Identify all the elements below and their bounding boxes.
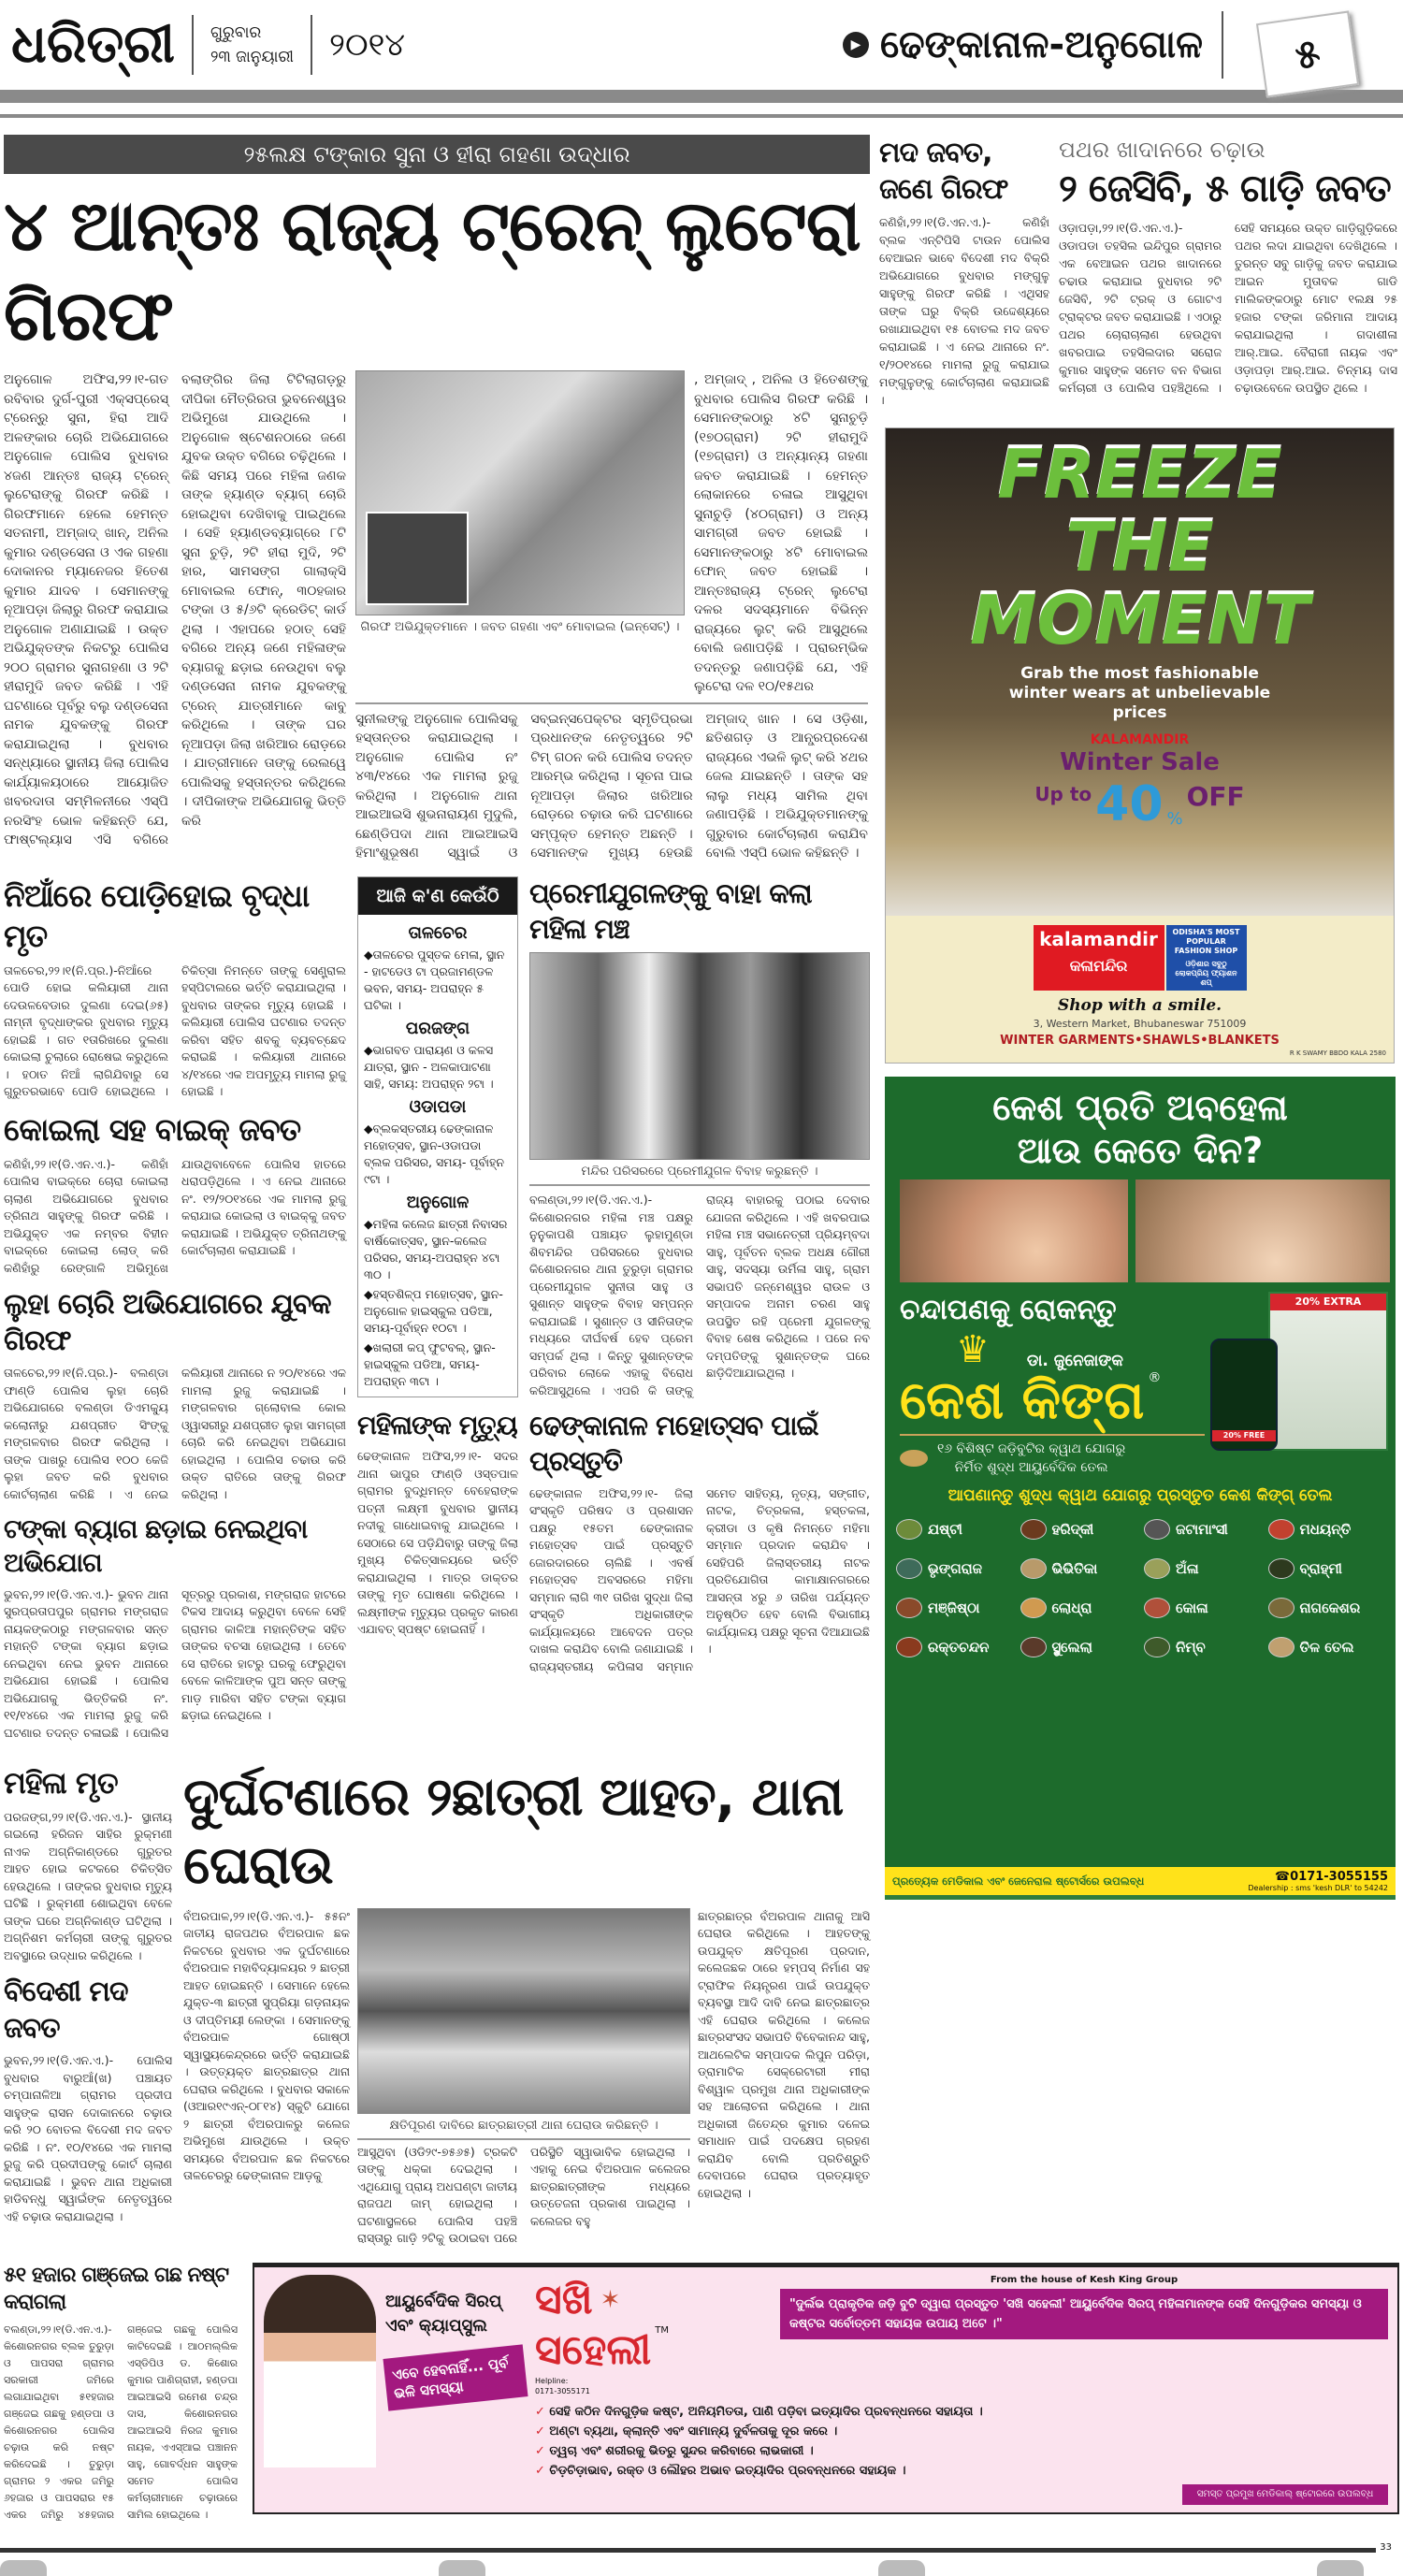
liquor-headline-1: ମଦ ଜବତ,	[879, 137, 992, 169]
accident-photo-caption: କ୍ଷତିପୂରଣ ଦାବିରେ ଛାତ୍ରଛାତ୍ରୀ ଥାନା ଘେରାଉ କରିଛନ୍ତି ।	[357, 2114, 690, 2140]
lead-photo-caption: ଗିରଫ ଅଭିଯୁକ୍ତମାନେ । ଜବତ ଗହଣା ଏବଂ ମୋବାଇଲ (ଇନ୍‌ସେଟ୍) ।	[360, 620, 680, 635]
kalamandir-logo: kalamandir କଳାମନ୍ଦିର	[1034, 925, 1164, 991]
left-area	[4, 135, 870, 2248]
fire-body: ତାଳଚେର,୨୨।୧(ନି.ପ୍ର.)-ନିଆଁରେ ପୋଡି ହୋଇ କଲିୟାରୀ ଥାନା ଦେଉଳବେଡାର ଦୁଲଣା ଦେଇ(୬୫) ନାମ୍ନୀ ବୃଦ୍ଧାଙ୍କର ବୁଧବାର ମୃତ୍ୟୁ ହୋଇଛି । ଗତ ୧ତାରିଖରେ ଦୁଲଣା କୋଇଲା ଚୁଲାରେ ରୋଷେଇ କରୁଥିଲେ । ହଠାତ ନିଆଁ ଲାଗିଯିବାରୁ ସେ ଗୁରୁତରଭାବେ ପୋଡି ହୋଇଥିଲେ । ଚିକିତ୍ସା ନିମନ୍ତେ ତାଙ୍କୁ ସେଣ୍ଟ୍ରାଲ ହସ୍ପିଟାଲରେ ଭର୍ତ୍ତି କରାଯାଇଥିଲା । ବୁଧବାର ତାଙ୍କର ମୃତ୍ୟୁ ହୋଇଛି । କଲିୟାରୀ ପୋଲିସ ଘଟଣାର ତଦନ୍ତ କରିବା ସହିତ ଶବକୁ ବ୍ୟବଚ୍ଛେଦ କରାଇଛି । କଲିୟାରୀ ଥାନାରେ ୪/୧୪ରେ ଏକ ଅପମୃତ୍ୟୁ ମାମଲା ରୁଜୁ ହୋଇଛି ।	[4, 962, 346, 1099]
wedding-headline: ପ୍ରେମୀଯୁଗଳଙ୍କୁ ବାହା କଲା ମହିଳା ମଞ୍ଚ	[529, 876, 812, 945]
ad-slogan: Shop with a smile.	[1057, 996, 1222, 1015]
kk-product	[1210, 1292, 1388, 1469]
herb-item: ମଧୟନ୍ତି	[1268, 1512, 1393, 1546]
diamond-bullet-icon: ◆	[364, 1121, 373, 1136]
check-icon: ✓	[535, 2404, 550, 2419]
diamond-bullet-icon: ◆	[364, 947, 373, 962]
herb-item: ବ୍ରାହ୍ମୀ	[1268, 1552, 1393, 1585]
sakhi-saheli-ad[interactable]	[253, 2263, 1399, 2514]
liquor-headline-2: ଜଣେ ଗିରଫ	[879, 173, 1008, 206]
kk-desc	[900, 1440, 1205, 1477]
play-icon: ▶	[843, 32, 869, 58]
footer-tab-3	[878, 2560, 925, 2576]
ad-discount: Up to 40 % OFF	[1034, 776, 1245, 832]
iron-body: ତାଳଚେର,୨୨।୧(ନି.ପ୍ର.)- ବଲଣ୍ଡା ଫାଣ୍ଡି ପୋଲିସ ଲୁହା ଚୋରି ଅଭିଯୋଗରେ ବଲଣ୍ଡା ଡିଏମକ୍ୟୁ କଲୋନୀରୁ ଯଶପ୍ରୀତ ସିଂଙ୍କୁ ମଙ୍ଗଳବାର ଗିରଫ କରିଥିଲା । ତାଙ୍କ ପାଖରୁ ପୋଲିସ ୧୦୦ କେଜି ଲୁହା ଜବତ କରି ବୁଧବାର କୋର୍ଟଚାଲାଣ କରିଛି । ଏ ନେଇ କଲିୟାରୀ ଥାନାରେ ନ ୨୦/୧୪ରେ ଏକ ମାମଲା ରୁଜୁ କରାଯାଇଛି । ମଙ୍ଗଳବାର ଗ୍ଲୋବାଲ କୋଲ ଓ୍ୱାସରୀରୁ ଯଶପ୍ରୀତ ଲୁହା ସାମଗ୍ରୀ ଚୋରି କରି ନେଇଥିବା ଅଭିଯୋଗ ହୋଇଥିଲା । ପୋଲିସ ଚଢାଉ କରି ଉକ୍ତ ରାତିରେ ତାଙ୍କୁ ଗିରଫ କରିଥିଲା ।	[4, 1366, 346, 1501]
footer-rule	[0, 2548, 1376, 2553]
footer-tabs	[0, 2553, 1392, 2576]
woman-dead-headline: ମହିଳା ମୃତ	[4, 1765, 118, 1802]
year: ୨୦୧୪	[329, 26, 406, 64]
foreign-liquor-headline: ବିଦେଶୀ ମଦ ଜବତ	[4, 1975, 128, 2046]
lead-body-left: ଅନୁଗୋଳ ଅଫିସ,୨୨।୧-ଗତ ରବିବାର ଦୁର୍ଗ-ପୁରୀ ଏକ୍ସପ୍ରେସ୍ ଟ୍ରେନ୍‌ରୁ ସୁନା, ହିରା ଆଦି ଅଳଙ୍କାର ଚୋରି ଅଭିଯୋଗରେ ଅନୁଗୋଳ ପୋଲିସ ବୁଧବାର ୪ଜଣ ଆନ୍ତଃ ରାଜ୍ୟ ଟ୍ରେନ୍ ଲୁଟେରାଙ୍କୁ ଗିରଫ କରିଛି । ଗିରଫମାନେ ହେଲେ ହେମନ୍ତ ସତନାମୀ, ଅମ୍‌ଜାଦ୍ ଖାନ୍, ଅନିଲ କୁମାର ଦଣ୍ଡସେନା ଓ ଏକ ଗହଣା ଦୋକାନର ମ୍ୟାନେଜର ହିତେଶ କୁମାର ଯାଦବ । ସେମାନଙ୍କୁ ନୂଆପଡ଼ା ଜିଲାରୁ ଗିରଫ କରାଯାଇ ଅନୁଗୋଳ ଅଣାଯାଇଛି । ଉକ୍ତ ଅଭିଯୁକ୍ତଙ୍କ ନିକଟରୁ ପୋଲିସ ୨୦୦ ଗ୍ରାମର ସୁନାଗହଣା ଓ ୨ଟି ହୀରାମୁଦି ଜବତ କରିଛି । ଏହି ଘଟଣାରେ ପୂର୍ବରୁ ବଲୁ ଦଣ୍ଡସେନା ନାମକ ଯୁବକଙ୍କୁ ଗିରଫ କରାଯାଇଥିଲା । ବୁଧବାର ସନ୍ଧ୍ୟାରେ ସ୍ଥାନୀୟ ଜିଲା ପୋଲିସ କାର୍ଯ୍ୟାଳୟଠାରେ ଆୟୋଜିତ ଖବରଦାତା ସମ୍ମିଳନୀରେ ଏସ୍‌ପି ନରସିଂହ ଭୋଳ କହିଛନ୍ତି ଯେ, ଫାଷ୍ଟଲ୍ୟାସ ଏସି ବଗିରେ ବଲାଙ୍ଗିର ଜିଲା ଟିଟିଲାଗଡ଼ରୁ ଦୀପିକା ମୈତ୍ରିରତା ଭୁବନେଶ୍ୱର ଅଭିମୁଖେ ଯାଉଥିଲେ । ଅନୁଗୋଳ ଷ୍ଟେଶନଠାରେ ଜଣେ ଯୁବକ ଉକ୍ତ ବଗିରେ ଚଢ଼ିଥିଲେ । କିଛି ସମୟ ପରେ ମହିଳା ଜଣକ ତାଙ୍କ ହ୍ୟାଣ୍ଡ ବ୍ୟାଗ୍ ଚୋରି ହୋଇଥିବା ଦେଖିବାକୁ ପାଇଥିଲେ । ସେହି ହ୍ୟାଣ୍ଡବ୍ୟାଗ୍‌ରେ ୮ଟି ସୁନା ଚୁଡ଼ି, ୨ଟି ହୀରା ମୁଦି, ୨ଟି ହାର, ସାମସଙ୍ଗ ଗାଲାକ୍ସି ମୋବାଇଲ ଫୋନ୍, ୩୦ହଜାର ଟଙ୍କା ଓ ୫/୬ଟି କ୍ରେଡିଟ୍ କାର୍ଡ ଥିଲା । ଏହାପରେ ହଠାତ୍ ସେହି ବଗିରେ ଅନ୍ୟ ଜଣେ ମହିଳାଙ୍କ ବ୍ୟାଗକୁ ଛଡ଼ାଇ ନେଉଥିବା ବଲୁ ଦଣ୍ଡସେନା ନାମକ ଯୁବକଙ୍କୁ ଟ୍ରେନ୍ ଯାତ୍ରୀମାନେ କାବୁ କରିଥିଲେ । ତାଙ୍କ ଘର ନୂଆପଡ଼ା ଜିଲା ଖରିଆର ରୋଡ଼ରେ । ଯାତ୍ରୀମାନେ ତାଙ୍କୁ ରେଲୱେ ପୋଲିସକୁ ହସ୍ତାନ୍ତର କରିଥିଲେ । ଦୀପିକାଙ୍କ ଅଭିଯୋଗକୁ ଭିତ୍ତି କରି	[4, 372, 346, 848]
accident-headline: ଦୁର୍ଘଟଣାରେ ୨ଛାତ୍ରୀ ଆହତ, ଥାନା ଘେରାଉ	[183, 1767, 844, 1897]
helpline-label: Helpline:	[535, 2376, 569, 2385]
kk-photo-1	[900, 1179, 1128, 1282]
herb-item: ମଞ୍ଜିଷ୍ଠା	[896, 1591, 1020, 1625]
accident-photo-block	[357, 1908, 690, 2248]
lead-body-right: , ଅମ୍‌ଜାଦ୍ , ଅନିଲ ଓ ହିତେଶଙ୍କୁ ବୁଧବାର ପୋଲିସ ଗିରଫ କରିଛି । ସେମାନଙ୍କଠାରୁ ୪ଟି ସୁନାଚୁଡ଼ି (୧୭୦ଗ୍ରାମ) ୨ଟି ହୀରାମୁଦି (୧୭ଗ୍ରାମ) ଓ ଅନ୍ୟାନ୍ୟ ଗହଣା ଜବତ କରାଯାଇଛି । ହେମନ୍ତ ଲୋକାନରେ ଚଳାଇ ଆସୁଥିବା ସୁନାଚୁଡ଼ି (୪୦ଗ୍ରାମ) ଓ ଅନ୍ୟ ସାମଗ୍ରୀ ଜବତ ହୋଇଛି । ସେମାନଙ୍କଠାରୁ ୪ଟି ମୋବାଇଲ ଫୋନ୍ ଜବତ ହୋଇଛି । ଆନ୍ତଃରାଜ୍ୟ ଟ୍ରେନ୍ ଲୁଟେରା ଦଳର ସଦସ୍ୟମାନେ ବିଭିନ୍ନ ରାଜ୍ୟରେ ଲୁଟ୍ କରି ଆସୁଥିଲେ ବୋଲି ଜଣାପଡ଼ିଛି । ପ୍ରାରମ୍ଭିକ ତଦନ୍ତରୁ ଜଣାପଡ଼ିଛି ଯେ, ଏହି ଲୁଟେରା ଦଳ ୧୦/୧୫ଥର	[694, 372, 868, 695]
kk-middle	[885, 1282, 1396, 1477]
kk-headline-1: କେଶ ପ୍ରତି ଅବହେଳା	[992, 1087, 1288, 1128]
foreign-liquor-body: ଭୁବନ,୨୨।୧(ଡି.ଏନ.ଏ.)- ପୋଲିସ ବୁଧବାର ବାରୁଆଁ(ଖ) ପଞ୍ଚାୟତ ଚମ୍ପାନାଳିଆ ଗ୍ରାମର ପ୍ରଦୀପ ସାହୁଙ୍କ ରାସନ ଦୋକାନରେ ଚଢ଼ାଉ କରି ୨୦ ବୋତଲ ବିଦେଶୀ ମଦ ଜବତ କରିଛି । ନଂ. ୧୦/୧୪ରେ ଏକ ମାମଲା ରୁଜୁ କରି ପ୍ରଦୀପଙ୍କୁ କୋର୍ଟ ଚାଲାଣ କରାଯାଇଛି । ଭୁବନ ଥାନା ଅଧିକାରୀ ହାଡିବନ୍ଧୁ ସ୍ୱାଇଁଙ୍କ ନେତୃତ୍ୱରେ ଏହି ଚଢ଼ାଉ କରାଯାଇଥିଲା ।	[4, 2053, 172, 2223]
kesh-king-group: From the house of Kesh King Group	[990, 2274, 1179, 2285]
quarry-kicker: ପଥର ଖାଦାନରେ ଚଢ଼ାଉ	[1059, 137, 1266, 163]
accident-body-mid: ଆସୁଥିବା (ଓଡି୨୯-୭୫୬୫) ଟ୍ରକଟି ତାଙ୍କୁ ଧକ୍କା ଦେଇଥିଲା । ଏଥିଯୋଗୁ ପ୍ରାୟ ଅଧଘଣ୍ଟା ଜାତୀୟ ରାଜପଥ ଜାମ୍ ହୋଇଥିଲା । ଘଟଣାସ୍ଥଳରେ ପୋଲିସ ପହଞ୍ଚି ରାସ୍ତାରୁ ଗାଡ଼ି ୨ଟିକୁ ଉଠାଇବା ପରେ ପରିସ୍ଥିତି ସ୍ୱାଭାବିକ ହୋଇଥିଲା । ଏହାକୁ ନେଇ ବଁଅରପାଳ କଲେଜର ଛାତ୍ରଛାତ୍ରୀଙ୍କ ମଧ୍ୟରେ ଉତ୍ତେଜନା ପ୍ରକାଶ ପାଇଥିଲା । କଲେଜର ବହୁ	[357, 2144, 690, 2246]
kk-brand-row	[900, 1370, 1205, 1432]
herb-item: ଅଁଳା	[1144, 1552, 1268, 1585]
kk-desc-1: ୧୬ ବିଶିଷ୍ଟ ଜଡ଼ିବୁଟିର କ୍ୱାଥ ଯୋଗରୁ	[937, 1441, 1126, 1456]
check-icon: ✓	[535, 2424, 550, 2439]
sakhi-stores: ସମସ୍ତ ପ୍ରମୁଖ ମେଡିକାଲ୍ ଷ୍ଟୋରରେ ଉପଲବ୍ଧ	[1182, 2484, 1388, 2505]
page-number: ୫	[1292, 29, 1323, 79]
herb-image-icon	[1144, 1598, 1170, 1618]
liquor-story	[879, 135, 1049, 409]
masthead-divider	[192, 15, 194, 75]
herb-grid	[896, 1512, 1392, 1664]
herb-image-icon	[896, 1519, 922, 1540]
herb-item: ଜଟାମାଂସୀ	[1144, 1512, 1268, 1546]
sakhi-product-col	[385, 2275, 526, 2505]
liquor-body: କଣିହାଁ,୨୨।୧(ଡି.ଏନ.ଏ.)- କଣିହାଁ ବ୍ଲକ ଏନ୍‌ଟିପିସି ଟାଉନ ପୋଲିସ ବେଆଇନ ଭାବେ ବିଦେଶୀ ମଦ ବିକ୍ରି ଅଭିଯୋଗରେ ବୁଧବାର ମଙ୍ଗୁଳୁ ସାହୁଙ୍କୁ ଗିରଫ କରିଛି । ଏଥିସହ ତାଙ୍କ ଘରୁ ବିକ୍ରି ଉଦ୍ଦେଶ୍ୟରେ ରଖାଯାଇଥିବା ୧୫ ବୋତଲ ମଦ ଜବତ କରାଯାଇଛି । ଏ ନେଇ ଥାନାରେ ନଂ. ୧/୨୦୧୪ରେ ମାମଲା ରୁଜୁ କରାଯାଇ ମଙ୍ଗୁଳୁଙ୍କୁ କୋର୍ଟଚାଲାଣ କରାଯାଇଛି ।	[879, 215, 1049, 407]
herb-image-icon	[896, 1558, 922, 1579]
lead-body-bottom: ସୁନୀଲଙ୍କୁ ଅନୁଗୋଳ ପୋଲିସକୁ ହସ୍ତାନ୍ତର କରାଯାଇଥିଲା । ଅନୁଗୋଳ ପୋଲିସ ନଂ ୪୩/୧୪ରେ ଏକ ମାମଲା ରୁଜୁ କରିଥିଲା । ଅନୁଗୋଳ ଥାନା ଆଇଆଇସି ଶୁଭନାରାୟଣ ମୁଦୁଲି, ଛେଣ୍ଡିପଦା ଥାନା ଆଇଆଇସି ହିମାଂଶୁଭୂଷଣ ସ୍ୱାଇଁ ଓ ସବ୍‌ଇନ୍ସପେକ୍ଟର ସ୍ମୃତିପ୍ରଭା ପ୍ରଧାନଙ୍କ ନେତୃତ୍ୱରେ ୨ଟି ଟିମ୍ ଗଠନ କରି ପୋଲିସ ତଦନ୍ତ ଆରମ୍ଭ କରିଥିଲା । ସୂଚନା ପାଇ ନୂଆପଡ଼ା ଜିଲାର ଖରିଆର ରୋଡ଼ରେ ଚଢ଼ାଉ କରି ଘଟଣାରେ ସମ୍ପୃକ୍ତ ହେମନ୍ତ ଅଛନ୍ତି । ସେମାନଙ୍କ ମୁଖ୍ୟ ହେଉଛି ଅମ୍‌ଜାଦ୍ ଖାନ । ସେ ଓଡ଼ିଶା, ଛତିଶଗଡ଼ ଓ ଆନ୍ଧ୍ରପ୍ରଦେଶ ରାଜ୍ୟରେ ଏଭଳି ଲୁଟ୍ କରି ୪ଥର ଜେଲ ଯାଇଛନ୍ତି । ତାଙ୍କ ସହ ଲାଲୁ ମଧ୍ୟ ସାମିଲ ଥିବା ଜଣାପଡ଼ିଛି । ଅଭିଯୁକ୍ତମାନଙ୍କୁ ଗୁରୁବାର କୋର୍ଟଚାଲାଣ କରାଯିବ ବୋଲି ଏସ୍‌ପି ଭୋଳ କହିଛନ୍ତି ।	[355, 702, 868, 863]
ad-brand: KALAMANDIR	[1090, 732, 1190, 747]
crown-icon: ♛	[956, 1328, 990, 1371]
benefit-item: ✓ ଚିଡ଼ଚିଡ଼ାଭାବ, ରକ୍ତ ଓ ଲୌହର ଅଭାବ ଇତ୍ୟାଦିର ପ୍ରବନ୍ଧନରେ ସହାୟକ ।	[535, 2463, 906, 2478]
event-item: ◆ବ୍ଲକସ୍ତରୀୟ ଢେଙ୍କାନାଳ ମହୋତ୍ସବ, ସ୍ଥାନ-ଓଡାପଡା ବ୍ଲକ ପରିସର, ସମୟ- ପୂର୍ବାହ୍ନ ୯ଟା ।	[364, 1121, 504, 1186]
benefits-list	[535, 2402, 1388, 2481]
sakhi-quote: "ଦୁର୍ଲଭ ପ୍ରାକୃତିକ ଜଡ଼ି ବୁଟି ଦ୍ୱାରା ପ୍ରସ୍ତୁତ 'ସଖି ସହେଲୀ' ଆୟୁର୍ବେଦିକ ସିରପ୍ ମହିଳାମାନଙ୍କ ସେହି ଦିନଗୁଡ଼ିକର ସମସ୍ୟା ଓ କଷ୍ଟର ସର୍ବୋତ୍ତମ ସହାୟକ ଉପାୟ ଅଟେ ।"	[780, 2289, 1388, 2339]
events-box	[357, 876, 518, 1397]
lead-photo-block	[355, 370, 685, 697]
lead-headline: ୪ ଆନ୍ତଃ ରାଜ୍ୟ ଟ୍ରେନ୍ ଲୁଟେରା ଗିରଫ	[4, 186, 861, 357]
festival-headline: ଢେଙ୍କାନାଳ ମହୋତ୍ସବ ପାଇଁ ପ୍ରସ୍ତୁତି	[529, 1410, 818, 1477]
ganja-story	[4, 2263, 238, 2524]
kk-rule	[900, 1434, 1205, 1436]
date: ୨୩ ଜାନୁୟାରୀ	[210, 48, 295, 66]
ad-footer-panel	[886, 916, 1394, 1063]
sakhi-product: ଆୟୁର୍ବେଦିକ ସିରପ୍ ଏବଂ କ୍ୟାପ୍‌ସୁଲ	[385, 2291, 502, 2336]
lead-photo	[355, 370, 685, 615]
events-list	[358, 915, 517, 1397]
popular-badge: ODISHA'S MOST POPULAR FASHION SHOP ଓଡ଼ିଶାର ସବୁଠୁ ଲୋକପ୍ରିୟ ଫ୍ୟାଶନ ଶପ୍	[1166, 925, 1247, 991]
footer-tab-2	[439, 2560, 485, 2576]
sakhi-brand-1: ସଖି	[535, 2275, 593, 2323]
festival-body: ଢେଙ୍କାନାଳ ଅଫିସ,୨୨।୧- ଜିଲା ସଂସ୍କୃତି ପରିଷଦ ଓ ପ୍ରଶାସନ ପକ୍ଷରୁ ୧୫ତମ ଢେଙ୍କାନାଳ ମହୋତ୍ସବ ପାଇଁ ପ୍ରସ୍ତୁତି ଜୋରଦାରରେ ଚାଲିଛି । ଏବର୍ଷ ମହୋତ୍ସବ ଅବସରରେ ମହିମା ସମ୍ମାନ ଲାଗି ୩୧ ତାରିଖ ସୁଦ୍ଧା ଜିଲା ସଂସ୍କୃତି ଅଧିକାରୀଙ୍କ କାର୍ଯ୍ୟାଳୟରେ ଆବେଦନ ପତ୍ର ଦାଖଲ କରାଯିବ ବୋଲି ଜଣାଯାଇଛି । ରାଜ୍ୟସ୍ତରୀୟ କପିଳାସ ସମ୍ମାନ ସମେତ ସାହିତ୍ୟ, ନୃତ୍ୟ, ସଙ୍ଗୀତ, ନାଟକ, ଚିତ୍ରକଳା, ହସ୍ତକଳା, କ୍ରୀଡା ଓ କୃଷି ନିମନ୍ତେ ମହିମା ସମ୍ମାନ ପ୍ରଦାନ କରାଯିବ । ସେହିପରି ଜିଲାସ୍ତରୀୟ ନାଟକ ପ୍ରତିଯୋଗିତା କାମାକ୍ଷାନଗରରେ ଆସନ୍ତା ୪ରୁ ୬ ତାରିଖ ପର୍ଯ୍ୟନ୍ତ ଅନୁଷ୍ଠିତ ହେବ ବୋଲି ବିଭାଗୀୟ କାର୍ଯ୍ୟାଳୟ ପକ୍ଷରୁ ସୂଚନା ଦିଆଯାଇଛି ।	[529, 1485, 870, 1673]
ad-headline-block	[970, 428, 1309, 657]
accident-story	[183, 1764, 870, 2248]
sakhi-quote-block	[780, 2275, 1388, 2396]
event-item: ◆ଖଲାରୀ କପ୍ ଫୁଟବଲ୍, ସ୍ଥାନ-ହାଇସ୍କୁଲ ପଡିଆ, ସମୟ-ଅପରାହ୍ନ ୩ଟା ।	[364, 1339, 496, 1388]
masthead-divider	[311, 15, 312, 75]
masthead-bar	[0, 90, 1403, 103]
events-place: ତାଳଚେର	[408, 922, 468, 943]
kk-pack: 20% EXTRA	[1268, 1292, 1388, 1451]
woman-death-headline: ମହିଳାଙ୍କ ମୃତ୍ୟୁ	[357, 1409, 517, 1440]
page-number-tab	[1256, 10, 1359, 97]
coal-body: କଣିହାଁ,୨୨।୧(ଡି.ଏନ.ଏ.)- କଣିହାଁ ପୋଲିସ ବାଇକ୍‌ରେ ଚୋରା କୋଇଲା ଚାଲାଣ ଅଭିଯୋଗରେ ବୁଧବାର ତ୍ରିନାଥ ସାହୁଙ୍କୁ ଗିରଫ କରିଛି । ଅଭିଯୁକ୍ତ ଏକ ନମ୍ବର ବିହୀନ ବାଇକ୍‌ରେ କୋଇଲା ଲୋଡ୍ କରି କଣିହାଁରୁ ରେଙ୍ଗାଳି ଅଭିମୁଖେ ଯାଉଥିବାବେଳେ ପୋଲିସ ହାତରେ ଧରାପଡ଼ିଥିଲେ । ଏ ନେଇ ଥାନାରେ ନଂ. ୧୨/୨୦୧୪ରେ ଏକ ମାମଲା ରୁଜୁ କରାଯାଇ କୋଇଲା ଓ ବାଇକ୍‌କୁ ଜବତ କରାଯାଇଛି । ଅଭିଯୁକ୍ତ ତ୍ରିନାଥଙ୍କୁ କୋର୍ଟଚାଲାଣ କରାଯାଇଛି ।	[4, 1156, 346, 1275]
benefit-item: ✓ ଅଣ୍ଟା ବ୍ୟଥା, କ୍ଲାନ୍ତି ଏବଂ ସାମାନ୍ୟ ଦୁର୍ବଳତାକୁ ଦୂର କରେ ।	[535, 2424, 838, 2439]
right-area	[879, 135, 1399, 1900]
coal-story	[4, 1110, 346, 1277]
sakhi-main	[535, 2275, 1388, 2505]
quarry-headline: ୨ ଜେସିବି, ୫ ଗାଡ଼ି ଜବତ	[1059, 167, 1391, 210]
kk-tagline: ଆପଣାନ୍ତୁ ଶୁଦ୍ଧ କ୍ୱାଥ ଯୋଗରୁ ପ୍ରସ୍ତୁତ କେଶ କିଙ୍ଗ୍ ତେଲ	[947, 1486, 1333, 1505]
accident-photo	[357, 1908, 690, 2114]
ad-address: 3, Western Market, Bhubaneswar 751009	[1033, 1018, 1247, 1030]
check-icon: ✓	[535, 2463, 550, 2478]
lead-kicker: ୨୫ଲକ୍ଷ ଟଙ୍କାର ସୁନା ଓ ହୀରା ଗହଣା ଉଦ୍ଧାର	[4, 135, 870, 174]
ad-headline-the: THE	[1065, 508, 1214, 586]
ad-tagline: Grab the most fashionable winter wears at unbelievable prices	[1008, 664, 1271, 722]
events-place: ଓଡାପଡା	[409, 1096, 467, 1117]
herb-item: ଭିଭିତିକା	[1020, 1552, 1145, 1585]
footer-tab-1	[0, 2560, 47, 2576]
herb-image-icon	[1144, 1558, 1170, 1579]
masthead-divider	[1222, 11, 1223, 79]
herb-item: ଲୋଧ୍ରା	[1020, 1591, 1145, 1625]
sakhi-tm: TM	[655, 2324, 670, 2336]
coal-headline: କୋଇଲା ସହ ବାଇକ୍ ଜବତ	[4, 1110, 301, 1148]
herb-image-icon	[1268, 1598, 1295, 1618]
ad-headline-freeze: FREEZE	[997, 435, 1282, 514]
herb-image-icon	[1020, 1598, 1047, 1618]
herb-item: କୋଳା	[1144, 1591, 1268, 1625]
woman-dead-body: ପରଜଙ୍ଗ,୨୨।୧(ଡି.ଏନ.ଏ.)- ସ୍ଥାନୀୟ ଗଇଲୋ ହରିଜନ ସାହିର ରୁକ୍ମଣୀ ନାଏକ ଅଗ୍ନିକାଣ୍ଡରେ ଗୁରୁତର ଆହତ ହୋଇ କଟକରେ ଚିକିତ୍ସିତ ହେଉଥିଲେ । ତାଙ୍କର ବୁଧବାର ମୃତ୍ୟୁ ଘଟିଛି । ରୁକ୍ମଣୀ ଶୋଇଥିବା ବେଳେ ତାଙ୍କ ଘରେ ଅଗ୍ନିକାଣ୍ଡ ଘଟିଥିଲା । ଅଗ୍ନିଶମ କର୍ମଚାରୀ ତାଙ୍କୁ ଗୁରୁତର ଅବସ୍ଥାରେ ଉଦ୍ଧାର କରିଥିଲେ ।	[4, 1809, 172, 1962]
herb-item: ନାଗକେଶର	[1268, 1591, 1393, 1625]
woman-death-body: ଢେଙ୍କାନାଳ ଅଫିସ,୨୨।୧- ସଦର ଥାନା ଭାପୁର ଫାଣ୍ଡି ଓସ୍ତପାଳ ଗ୍ରାମର ବୁଦ୍ଧିମନ୍ତ ବେହେରାଙ୍କ ପତ୍ନୀ ଲକ୍ଷ୍ମୀ ବୁଧବାର ସ୍ଥାନୀୟ ନଦୀକୁ ଗାଧୋଇବାକୁ ଯାଇଥିଲେ । ସେଠାରେ ସେ ପଡ଼ିଯିବାରୁ ତାଙ୍କୁ ଜିଲା ମୁଖ୍ୟ ଚିକିତ୍ସାଳୟରେ ଭର୍ତ୍ତି କରାଯାଇଥିଲା । ମାତ୍ର ଡାକ୍ତର ତାଙ୍କୁ ମୃତ ଘୋଷଣା କରିଥିଲେ । ଲକ୍ଷ୍ମୀଙ୍କ ମୃତ୍ୟୁର ପ୍ରକୃତ କାରଣ ଏଯାବତ୍ ସ୍ପଷ୍ଟ ହୋଇନାହିଁ ।	[357, 1449, 518, 1637]
foreign-liquor-story	[4, 1974, 172, 2225]
kk-crown-row	[900, 1329, 1205, 1370]
event-item: ◆ତାଳଚେର ପୁସ୍ତକ ମେଳା, ସ୍ଥାନ - ହାଟଡେଓ ଟା ପ୍ରଜାମଣ୍ଡଳ ଭବନ, ସମୟ- ଅପରାହ୍ନ ୫ ଘଟିକା ।	[364, 947, 505, 1012]
diamond-bullet-icon: ◆	[364, 1042, 373, 1057]
accident-side-briefs	[4, 1764, 172, 2235]
herb-image-icon	[1268, 1519, 1295, 1540]
herb-item: ହରିଦ୍‌କୀ	[1020, 1512, 1145, 1546]
wedding-photo	[529, 952, 870, 1160]
festival-story	[529, 1409, 870, 1675]
kalamandir-ad[interactable]	[885, 427, 1395, 1064]
helpline-number: 0171-3055171	[535, 2386, 590, 2395]
edition-group	[843, 23, 1203, 66]
benefit-item: ✓ ସେହି କଠିନ ଦିନଗୁଡ଼ିକ କଷ୍ଟ, ଅନିୟମିତତା, ପାଣି ପଡ଼ିବା ଇତ୍ୟାଦିର ପ୍ରବନ୍ଧନରେ ସହାୟତା ।	[535, 2404, 983, 2419]
kk-by: ଡା. ଜୁନେଜାଙ୍କ	[1026, 1352, 1123, 1370]
herb-image-icon	[1268, 1637, 1295, 1657]
doctor-image	[264, 2275, 376, 2467]
lead-grid	[4, 370, 870, 863]
bag-body: ଭୁବନ,୨୨।୧(ଡି.ଏନ.ଏ.)- ଭୁବନ ଥାନା ସୁରପ୍ରତାପପୁର ଗ୍ରାମର ମଙ୍ଗରାଜ ନାୟକଙ୍କଠାରୁ ମଙ୍ଗଳବାର ସନ୍ତ ମହାନ୍ତି ଟଙ୍କା ବ୍ୟାଗ ଛଡ଼ାଇ ନେଇଥିବା ନେଇ ଭୁବନ ଥାନାରେ ଅଭିଯୋଗ ହୋଇଛି । ପୋଲିସ ଅଭିଯୋଗକୁ ଭିତ୍ତିକରି ନଂ. ୧୧/୧୪ରେ ଏକ ମାମଲା ରୁଜୁ କରି ଘଟଣାର ତଦନ୍ତ ଚଳାଇଛି । ପୋଲିସ ସୂତ୍ରରୁ ପ୍ରକାଶ, ମଙ୍ଗରାଜ ହାଟରେ ଟିକସ ଆଦାୟ କରୁଥିବା ବେଳେ ସେହି ଗ୍ରାମର କାଳିଆ ମହାନ୍ତିଙ୍କ ସହିତ ତାଙ୍କର ବଚସା ହୋଇଥିଲା । ତେବେ ସେ ରାତିରେ ହାଟରୁ ଘରକୁ ଫେରୁଥିବା ବେଳେ କାଳିଆଙ୍କ ପୁଅ ସନ୍ତ ତାଙ୍କୁ ମାଡ଼ ମାରିବା ସହିତ ଟଙ୍କା ବ୍ୟାଗ ଛଡ଼ାଇ ନେଇଥିଲେ ।	[4, 1586, 346, 1740]
row-two	[4, 876, 870, 1751]
event-item: ◆ମହିଳା କଲେଜ ଛାତ୍ରୀ ନିବାସର ବାର୍ଷିକୋତ୍ସବ, ସ୍ଥାନ-କଲେଜ ପରିସର, ସମୟ-ଅପରାହ୍ନ ୪ଟା ୩୦ ।	[364, 1216, 508, 1281]
herb-image-icon	[1020, 1558, 1047, 1579]
bag-story	[4, 1512, 346, 1742]
wedding-story	[529, 876, 870, 1399]
herb-item: ଯଷ୍ଟୀ	[896, 1512, 1020, 1546]
herb-item: ନିମ୍ବ	[1144, 1630, 1268, 1664]
herb-image-icon	[1144, 1519, 1170, 1540]
kk-stop: ଚନ୍ଦାପଣକୁ ରୋକନ୍ତୁ	[900, 1294, 1117, 1326]
sakhi-top	[535, 2275, 1388, 2396]
fire-headline: ନିଆଁରେ ପୋଡ଼ିହୋଇ ବୃଦ୍ଧା ମୃତ	[4, 876, 310, 954]
sakhi-banner: ଏବେ ହେବନାହିଁ... ପୂର୍ବ ଭଳି ସମସ୍ୟା	[383, 2344, 528, 2410]
check-icon: ✓	[535, 2443, 550, 2458]
ad-products: WINTER GARMENTS•SHAWLS•BLANKETS	[1000, 1034, 1280, 1048]
kk-footer: ପ୍ରତ୍ୟେକ ମେଡିକାଲ ଏବଂ ଜେନେରାଲ ଷ୍ଟୋର୍ସରେ ଉପଲବ୍ଧ ☎0171-3055155 Dealership : sms 'kesh DLR' to 54242	[885, 1867, 1396, 1900]
left-briefs	[4, 876, 346, 1751]
herb-image-icon	[1020, 1637, 1047, 1657]
footer-page-number: 33	[1380, 2542, 1392, 2554]
ad-credit: R K SWAMY BBDO KALA 2580	[1289, 1049, 1386, 1057]
benefit-item: ✓ ତ୍ୱଚା ଏବଂ ଶରୀରକୁ ଭିତରୁ ସୁନ୍ଦର କରିବାରେ ଲାଭକାରୀ ।	[535, 2443, 814, 2458]
wedding-body: ବଲଣ୍ଡା,୨୨।୧(ଡି.ଏନ.ଏ.)- କିଶୋରନଗର ମହିଳା ମଞ୍ଚ ପକ୍ଷରୁ ନୁନୁକାପଶି ପଞ୍ଚାୟତ ଲୁହାମୁଣ୍ଡା ଶିବମନ୍ଦିର ପରିସରରେ ବୁଧବାର କିଶୋରନଗର ଥାନା ତୁରୁଡ଼ା ଗ୍ରାମର ପ୍ରେମୀଯୁଗଳ ସୁନୀତା ସାହୁ ଓ ସୁଶାନ୍ତ ସାହୁଙ୍କ ବିବାହ ସମ୍ପନ୍ନ କରାଯାଇଛି । ସୁଶାନ୍ତ ଓ ସୀନିତାଙ୍କ ମଧ୍ୟରେ ଦୀର୍ଘବର୍ଷ ହେବ ପ୍ରେମ ସମ୍ପର୍କ ଥିଲା । କିନ୍ତୁ ସୁଶାନ୍ତଙ୍କ ପରିବାର ଲୋକେ ଏହାକୁ ବିରୋଧ କରିଆସୁଥିଲେ । ଏପରି କି ତାଙ୍କୁ ରାଜ୍ୟ ବାହାରକୁ ପଠାଇ ଦେବାର ଯୋଜନା କରିଥିଲେ । ଏହି ଖବରପାଇ ମହିଳା ମଞ୍ଚ ସଭାନେତ୍ରୀ ପ୍ରିୟମ୍ବଦା ସାହୁ, ପୂର୍ବତନ ବ୍ଲକ ଅଧକ୍ଷ ଗୌରୀ ସାହୁ, ସଦସ୍ୟା ଉର୍ମିଳା ସାହୁ, ଗ୍ରାମ ସଭାପତି ଜନ୍ମେଶ୍ୱର ରାଉଳ ଓ ସମ୍ପାଦକ ଅନାମ ଚରଣ ସାହୁ ଉପସ୍ଥିତ ରହି ପ୍ରେମୀ ଯୁଗଳଙ୍କୁ ବିବାହ ଶେଷ କରିଥିଲେ । ପରେ ନବ ଦମ୍ପତିଙ୍କୁ ସୁଶାନ୍ତଙ୍କ ଘରେ ଛାଡ଼ିଦିଆଯାଇଥିଲା ।	[529, 1193, 870, 1397]
kk-reg: ®	[1148, 1370, 1162, 1385]
accident-body-left: ବଁଅରପାଳ,୨୨।୧(ଡି.ଏନ.ଏ.)- ୫୫ନଂ ଜାତୀୟ ରାଜପଥର ବଁଅରପାଳ ଛକ ନିକଟରେ ବୁଧବାର ଏକ ଦୁର୍ଘଟଣାରେ ବଁଅରପାଳ ମହାବିଦ୍ୟାଳୟର ୨ ଛାତ୍ରୀ ଆହତ ହୋଇଛନ୍ତି । ସେମାନେ ହେଲେ ଯୁକ୍ତ-୩ ଛାତ୍ରୀ ସୁପ୍ରିୟା ଗଡ଼ନାୟକ ଓ ଦୀପ୍ତିମୟୀ ଲେଙ୍କା । ସେମାନଙ୍କୁ ବଁଅରପାଳ ଗୋଷ୍ଠୀ ସ୍ୱାସ୍ଥ୍ୟକେନ୍ଦ୍ରରେ ଭର୍ତ୍ତି କରାଯାଇଛି । ଉତ୍ତ୍ୟକ୍ତ ଛାତ୍ରଛାତ୍ର ଥାନା ଘେରାଉ କରିଥିଲେ । ବୁଧବାର ସକାଳେ (ଓଆର୧୯ଏନ୍-୦୮୧୪) ସ୍କୁଟି ଯୋଗେ ୨ ଛାତ୍ରୀ ବଁଅରପାଳରୁ କଲେଜ ଅଭିମୁଖେ ଯାଉଥିଲେ । ଉକ୍ତ ସମୟରେ ବଁଅରପାଳ ଛକ ନିକଟରେ ତାଳଚେରରୁ ଢେଙ୍କାନାଳ ଆଡ଼କୁ	[183, 1908, 350, 2183]
iron-story	[4, 1286, 346, 1503]
quarry-body: ଓଡ଼ାପଡ଼ା,୨୨।୧(ଡି.ଏନ.ଏ.)- ଓଡାପଡା ତହସିଲ ଇନ୍ଦିପୁର ଗ୍ରାମର ଏକ ବେଆଇନ ପଥର ଖାଦାନରେ ଚଢାଉ କରାଯାଇ ବୁଧବାର ୨ଟି ଜେସିବି, ୨ଟି ଟ୍ରକ୍ ଓ ଗୋଟଏ ଟ୍ରାକ୍ଟର ଜବତ କରାଯାଇଛି । ଏଠାରୁ ପଥର ଚୋରାଚାଲାଣ ହେଉଥିବା ଖବରପାଇ ତହସିଲଦାର ସରୋଜ କୁମାର ସାହୁଙ୍କ ସମେତ ବନ ବିଭାଗ କର୍ମଚାରୀ ଓ ପୋଲିସ ପହଞ୍ଚିଥିଲେ । ସେହି ସମୟରେ ଉକ୍ତ ଗାଡ଼ିଗୁଡ଼ିକରେ ପଥର ଲଦା ଯାଇଥିବା ଦେଖିଥିଲେ । ତୁରନ୍ତ ସବୁ ଗାଡ଼ିକୁ ଜବତ କରାଯାଇ ଆଇନ ମୁତାବକ ଗାଡି ମାଲିକଙ୍କଠାରୁ ମୋଟ ୧ଲକ୍ଷ ୨୫ ହଜାର ଟଙ୍କା ଜରିମାନା ଆଦାୟ କରାଯାଇଥିଲା । ଗଦାଶୀଳା ଆର୍.ଆଇ. ବୈରାଗୀ ନାୟକ ଏବଂ ଓଡ଼ାପଡ଼ା ଆର୍.ଆଇ. ଚିନ୍ମୟ ଦାସ ଚଢ଼ାଉବେଳେ ଉପସ୍ଥିତ ଥିଲେ ।	[1059, 221, 1397, 395]
events-place: ଅନୁଗୋଳ	[406, 1192, 470, 1212]
ad-headline-moment: MOMENT	[969, 581, 1310, 659]
herb-item: ସ୍ଥୁଲେଲା	[1020, 1630, 1145, 1664]
kk-photos	[885, 1172, 1396, 1282]
iron-headline: ଲୁହା ଚୋରି ଅଭିଯୋଗରେ ଯୁବକ ଗିରଫ	[4, 1288, 331, 1358]
diamond-bullet-icon: ◆	[364, 1286, 373, 1301]
inset-photo-mobiles	[366, 512, 469, 605]
kk-desc-2: ନିର୍ମିତ ଶୁଦ୍ଧ ଆୟୁର୍ବେଦିକ ତେଲ	[954, 1460, 1108, 1475]
event-item: ◆ଭାଗବତ ପାରାୟଣ ଓ କଳସ ଯାତ୍ରା, ସ୍ଥାନ - ଅଳକାପାଟଣା ସାହି, ସମୟ: ଅପରାହ୍ନ ୨ଟା ।	[364, 1042, 494, 1091]
date-block	[210, 21, 294, 69]
ganja-body: ବଲଣ୍ଡା,୨୨।୧(ଡି.ଏନ.ଏ.)- କିଶୋରନଗର ବ୍ଲକ ତୁରୁଡ଼ା ଓ ପାପସରା ଗ୍ରାମର ସରକାରୀ ଜମିରେ ଲଗାଯାଇଥିବା ୫୧ହଜାର ଗଞ୍ଜେଇ ଗଛକୁ ହଣ୍ଡପା ଓ କିଶୋରନଗର ପୋଲିସ ଚଢ଼ାଉ କରି ନଷ୍ଟ କରିଦେଇଛି । ତୁରୁଡ଼ା ଗ୍ରାମର ୨ ଏକର ଜମିରୁ ୬ହଜାର ଓ ପାପସରାର ୧୫ ଏକର ଜମିରୁ ୪୫ହଜାର ଗଞ୍ଜେଇ ଗଛକୁ ପୋଲିସ କାଟିଦେଇଛି । ଆଠମଲ୍ଲିକ ଏସ୍‌ଡିପିଓ ଡ. କିଶୋର କୁମାର ପାଣିଗ୍ରାହୀ, ହଣ୍ଡପା ଆଇଆଇସି ରମେଶ ଚନ୍ଦ୍ର ଦାସ, କିଶୋରନଗର ଆଇଆଇସି ନିରଜ କୁମାର ନାୟକ, ଏଏସ୍‌ଆଇ ପଞ୍ଚାନନ ସାହୁ, ଗୋବର୍ଦ୍ଧନ ସାହୁଙ୍କ ସମେତ ପୋଲିସ କର୍ମଚାରୀମାନେ ଚଢ଼ାଉରେ ସାମିଲ ହୋଇଥିଲେ ।	[4, 2323, 238, 2522]
top-right-briefs	[879, 135, 1399, 418]
events-place: ପରଜଙ୍ଗ	[405, 1018, 470, 1038]
herb-image-icon	[1144, 1637, 1170, 1657]
herb-image-icon	[1268, 1558, 1295, 1579]
diamond-bullet-icon: ◆	[364, 1216, 373, 1231]
footer	[0, 2533, 1403, 2576]
woman-death-story	[357, 1409, 518, 1639]
kk-brand-block	[900, 1292, 1205, 1477]
leaf-icon	[900, 1450, 928, 1467]
herb-item: ଭୃଙ୍ଗରାଜ	[896, 1552, 1020, 1585]
kk-brand: କେଶ କିଙ୍ଗ	[900, 1370, 1145, 1431]
fire-story	[4, 876, 346, 1101]
woman-dead-story	[4, 1764, 172, 1964]
keshking-ad[interactable]	[885, 1077, 1396, 1900]
events-title: ଆଜି କ'ଣ କେଉଁଠି	[358, 877, 517, 915]
sakhi-brand-block	[535, 2275, 769, 2396]
accident-row	[4, 1764, 870, 2248]
herb-image-icon	[896, 1598, 922, 1618]
bag-headline: ଟଙ୍କା ବ୍ୟାଗ ଛଡ଼ାଇ ନେଇଥିବା ଅଭିଯୋଗ	[4, 1513, 308, 1579]
ad-logo-row	[1034, 925, 1247, 991]
flower-icon: ✶	[600, 2285, 621, 2314]
diamond-bullet-icon: ◆	[364, 1339, 373, 1354]
herb-image-icon	[896, 1637, 922, 1657]
ganja-headline: ୫୧ ହଜାର ଗଞ୍ଜେଇ ଗଛ ନଷ୍ଟ କରାଗଲା	[4, 2263, 229, 2314]
footer-tab-4	[1317, 2560, 1364, 2576]
accident-grid	[183, 1908, 870, 2248]
middle-briefs	[357, 876, 518, 1648]
day: ଗୁରୁବାର	[210, 23, 262, 42]
accident-body-right: ଛାତ୍ରଛାତ୍ର ବଁଅରପାଳ ଥାନାକୁ ଆସି ଘେରାଉ କରିଥିଲେ । ଆହତଙ୍କୁ ଉପଯୁକ୍ତ କ୍ଷତିପୂରଣ ପ୍ରଦାନ, କଲେଜଛକ ଠାରେ ହମ୍ପସ୍ ନିର୍ମାଣ ସହ ଟ୍ରାଫିକ ନିୟନ୍ତ୍ରଣ ପାଇଁ ଉପଯୁକ୍ତ ବ୍ୟବସ୍ଥା ଆଦି ଦାବି ନେଇ ଛାତ୍ରଛାତ୍ର ଏହି ଘେରାଉ କରିଥିଲେ । କଲେଜ ଛାତ୍ରସଂସଦ ସଭାପତି ବିବେକାନନ୍ଦ ସାହୁ, ଆଥଲେଟିକ ସମ୍ପାଦକ ଲିପୁନ ପରିଡ଼ା, ଡ୍ରାମାଟିକ ସେକ୍ରେଟାରୀ ମୀରା ବିଶ୍ୱାଳ ପ୍ରମୁଖ ଥାନା ଅଧିକାରୀଙ୍କ ସହ ଆଲୋଚନା କରିଥିଲେ । ଥାନା ଅଧିକାରୀ ଜିତେନ୍ଦ୍ର କୁମାର ଦଳେଇ ସମାଧାନ ପାଇଁ ପଦକ୍ଷେପ ଗ୍ରହଣ କରାଯିବ ବୋଲି ପ୍ରତିଶ୍ରୁତି ଦେବାପରେ ଘେରାଉ ପ୍ରତ୍ୟାହୃତ ହୋଇଥିଲା ।	[698, 1908, 870, 2200]
edition-name: ଢେଙ୍କାନାଳ-ଅନୁଗୋଳ	[879, 23, 1203, 66]
quarry-story	[1059, 135, 1397, 397]
paper-name: ଧରିତ୍ରୀ	[11, 14, 175, 75]
wedding-photo-caption: ମନ୍ଦିର ପରିସରରେ ପ୍ରେମୀଯୁଗଳ ବିବାହ କରୁଛନ୍ତି ।	[529, 1160, 870, 1186]
main-area	[0, 118, 1403, 2248]
herb-item: ତିଳ ତେଲ	[1268, 1630, 1393, 1664]
kk-headline-2: ଆଉ କେତେ ଦିନ?	[1017, 1130, 1264, 1171]
herb-item: ରକ୍ତଚନ୍ଦନ	[896, 1630, 1020, 1664]
ad-sale: Winter Sale	[1060, 748, 1220, 776]
sakhi-brand-2: ସହେଲୀ	[535, 2325, 652, 2374]
kk-photo-2	[1135, 1179, 1390, 1282]
bottom-row	[0, 2248, 1403, 2533]
event-item: ◆ହସ୍ତଶିଳ୍ପ ମହୋତ୍ସବ, ସ୍ଥାନ- ଅନୁଗୋଳ ହାଇସ୍କୁଲ ପଡିଆ, ସମୟ-ପୂର୍ବାହ୍ନ ୧୦ଟା ।	[364, 1286, 503, 1335]
masthead	[0, 0, 1403, 90]
herb-image-icon	[1020, 1519, 1047, 1540]
kk-bottle: 20% FREE	[1210, 1339, 1278, 1451]
right-briefs	[529, 876, 870, 1685]
